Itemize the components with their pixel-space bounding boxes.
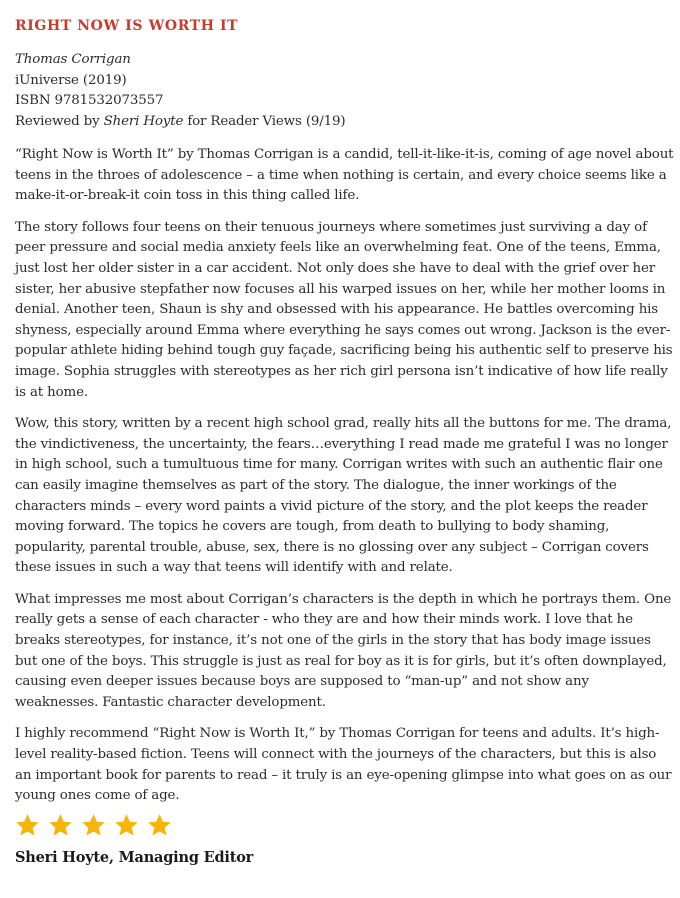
reviewed-prefix: Reviewed by [15, 113, 104, 129]
review-paragraph: Wow, this story, written by a recent high school grad, really hits all the buttons for me. The drama, the vindictiveness, the uncertainty, the fears…everything I read made me grateful I was no longer in high school, such a tumultuous time for many. Corrigan writes with such an authentic flair one can easily imagine themselves as part of the story. The dialogue, the inner workings of the characters minds – every word paints a vivid picture of the story, and the plot keeps the reader moving forward. The topics he covers are tough, from death to bullying to body shaming, popularity, parental trouble, abuse, sex, there is no glossing over any subject – Corrigan covers these issues in such a way that teens will identify with and relate. [15, 416, 672, 576]
reviewer-signature: Sheri Hoyte, Managing Editor [15, 849, 254, 866]
star-icon [15, 813, 40, 838]
author-line: Thomas Corrigan [15, 52, 131, 67]
star-icon [48, 813, 73, 838]
isbn-line: ISBN 9781532073557 [15, 93, 164, 109]
star-icon [114, 813, 139, 838]
review-paragraph: What impresses me most about Corrigan’s characters is the depth in which he portrays them. One really gets a sense of each character - who they are and how their minds work. I love that he breaks stereotypes, for instance, it’s not one of the girls in the story that has body image issues but one of the boys. This struggle is just as real for boy as it is for girls, but it’s often downplayed, causing even deeper issues because boys are supposed to “man-up” and not show any weaknesses. Fantastic character development. [15, 591, 672, 710]
reviewed-suffix: for Reader Views (9/19) [183, 113, 346, 129]
reviewer-name: Sheri Hoyte [103, 113, 184, 129]
star-icon [81, 813, 106, 838]
star-rating [15, 813, 172, 838]
page-title: RIGHT NOW IS WORTH IT [15, 18, 239, 34]
book-meta [15, 50, 345, 132]
review-paragraph: I highly recommend “Right Now is Worth It,” by Thomas Corrigan for teens and adults. It’s high-level reality-based fiction. Teens will connect with the journeys of the characters, but this is also an important book for parents to read – it truly is an eye-opening glimpse into what goes on as our young ones come of age. [15, 726, 672, 804]
publisher-line: iUniverse (2019) [15, 72, 127, 88]
review-body [15, 145, 675, 818]
reviewed-by-line [15, 112, 345, 133]
star-icon [147, 813, 172, 838]
review-paragraph: The story follows four teens on their tenuous journeys where sometimes just surviving a day of peer pressure and social media anxiety feels like an overwhelming feat. One of the teens, Emma, just lost her older sister in a car accident. Not only does she have to deal with the grief over her sister, her abusive stepfather now focuses all his warped issues on her, while her mother looms in denial. Another teen, Shaun is shy and obsessed with his appearance. He battles overcoming his shyness, especially around Emma where everything he says comes out wrong. Jackson is the ever-popular athlete hiding behind tough guy façade, sacrificing being his authentic self to preserve his image. Sophia struggles with stereotypes as her rich girl persona isn’t indicative of how life really is at home. [15, 219, 673, 400]
review-paragraph: “Right Now is Worth It” by Thomas Corrigan is a candid, tell-it-like-it-is, coming of age novel about teens in the throes of adolescence – a time when nothing is certain, and every choice seems like a make-it-or-break-it coin toss in this thing called life. [15, 147, 674, 204]
